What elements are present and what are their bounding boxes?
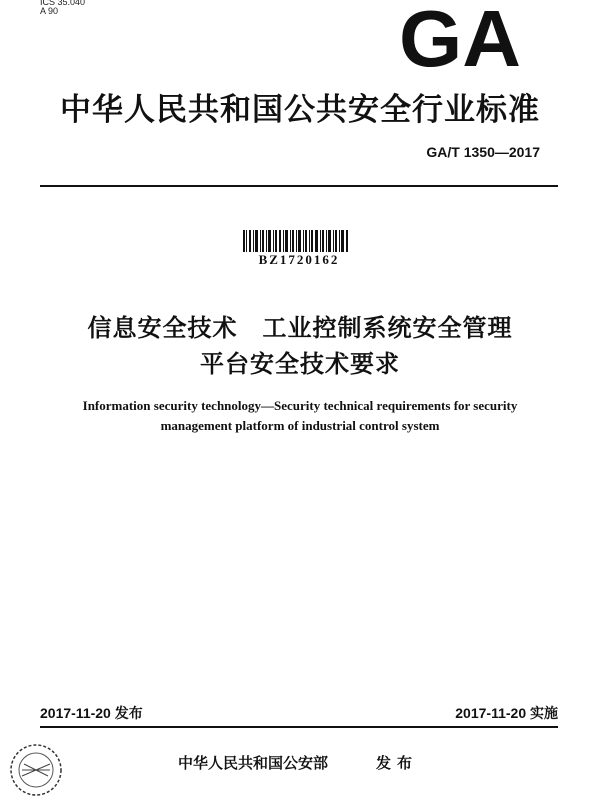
ga-logo-text: GA	[399, 4, 521, 70]
barcode-number: BZ1720162	[258, 252, 340, 267]
ics-code: ICS 35.040	[40, 0, 86, 7]
footer-divider	[40, 726, 558, 728]
barcode-icon	[243, 230, 349, 252]
chinese-title-line-1: 信息安全技术 工业控制系统安全管理	[87, 314, 513, 342]
implementation-date: 2017-11-20 实施	[455, 705, 558, 721]
publish-label: 发布	[376, 754, 419, 772]
english-title-line-1: Information security technology—Security technical requirements for security	[82, 398, 518, 413]
standard-type-title: 中华人民共和国公共安全行业标准	[60, 92, 540, 128]
stamp-seal-icon	[8, 742, 64, 798]
issue-date: 2017-11-20 发布	[40, 705, 143, 721]
chinese-title-line-2: 平台安全技术要求	[200, 350, 400, 378]
classification-codes	[40, 0, 85, 16]
english-title-line-2: management platform of industrial control system	[160, 418, 440, 433]
ga-logo	[398, 4, 522, 70]
standard-number: GA/T 1350—2017	[426, 144, 540, 160]
header-divider	[40, 185, 558, 187]
ccs-code: A 90	[40, 6, 59, 16]
issuing-authority: 中华人民共和国公安部	[178, 754, 329, 772]
